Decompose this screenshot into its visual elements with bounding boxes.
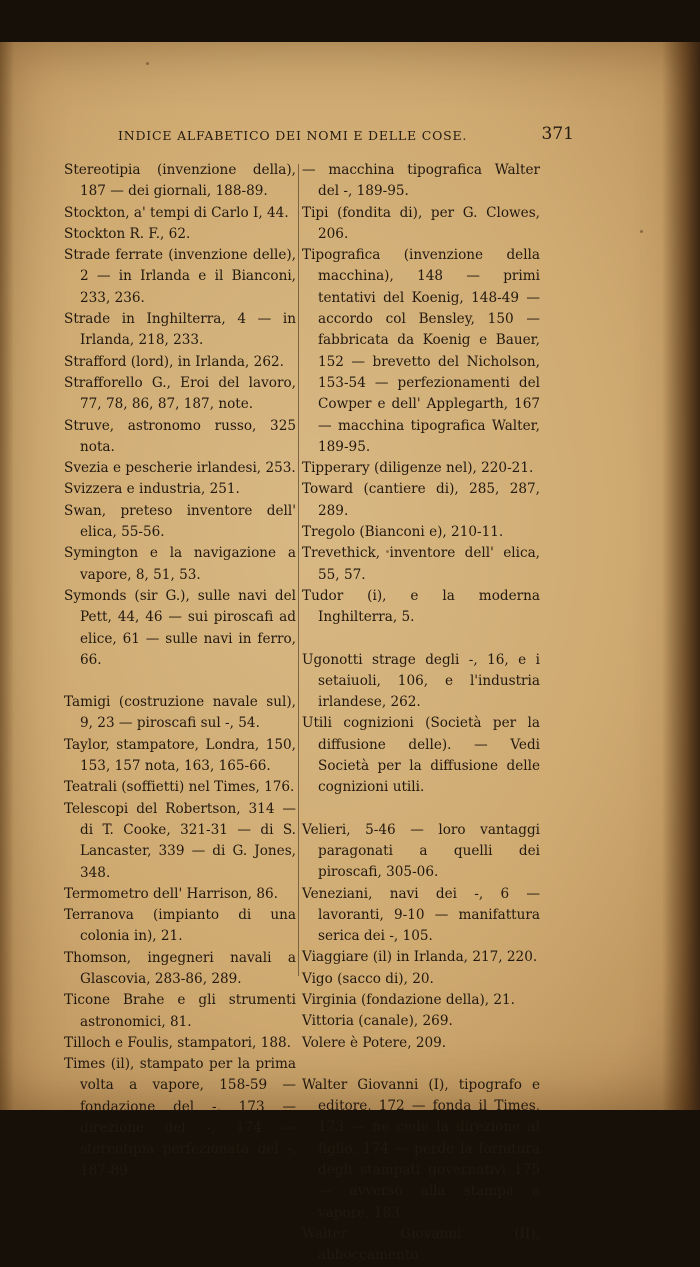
index-column-right <box>302 160 540 1267</box>
paper-spot <box>640 230 643 233</box>
index-entry: Struve, astronomo russo, 325 nota. <box>64 417 296 455</box>
running-head-title: INDICE ALFABETICO DEI NOMI E DELLE COSE. <box>118 128 468 143</box>
index-entry: Stockton R. F., 62. <box>64 225 191 242</box>
index-entry: Veneziani, navi dei -, 6 — lavoranti, 9-10 — manifattura serica dei -, 105. <box>302 885 540 945</box>
index-entry: Svizzera e industria, 251. <box>64 481 240 498</box>
index-entry: Strafforello G., Eroi del lavoro, 77, 78, 86, 87, 187, note. <box>64 374 296 413</box>
index-entry: Tipi (fondita di), per G. Clowes, 206. <box>302 204 540 242</box>
page-right-edge <box>662 42 700 1110</box>
index-entry: Tamigi (costruzione navale sul), 9, 23 — piroscafi sul -, 54. <box>64 694 296 732</box>
index-entry: Walter Giovanni (II), abboccamento <box>302 1225 540 1264</box>
index-column-left <box>64 160 296 1182</box>
index-entry: — macchina tipografica Walter del -, 189-95. <box>302 162 540 200</box>
index-entry: Teatrali (soffietti) nel Times, 176. <box>64 779 295 796</box>
index-entry: Strade ferrate (invenzione delle), 2 — in Irlanda e il Bianconi, 233, 236. <box>64 247 296 306</box>
column-divider <box>298 164 299 976</box>
index-entry: Thomson, ingegneri navali a Glascovia, 283-86, 289. <box>64 949 296 987</box>
index-entry: Swan, preteso inventore dell' elica, 55-56. <box>64 502 296 541</box>
page-left-shadow <box>0 42 14 1110</box>
index-entry: Vigo (sacco di), 20. <box>302 970 434 987</box>
index-entry: Telescopi del Robertson, 314 — di T. Cooke, 321-31 — di S. Lancaster, 339 — di G. Jones, 348. <box>64 800 296 881</box>
page-number: 371 <box>541 124 574 144</box>
index-entry: Strade in Inghilterra, 4 — in Irlanda, 218, 233. <box>64 311 296 349</box>
index-entry: Trevethick, inventore dell' elica, 55, 57. <box>302 545 540 583</box>
paper-spot <box>146 62 149 65</box>
index-entry: Viaggiare (il) in Irlanda, 217, 220. <box>302 949 538 966</box>
index-entry: Virginia (fondazione della), 21. <box>302 991 516 1008</box>
index-entry: Utili cognizioni (Società per la diffusione delle). — Vedi Società per la diffusione delle cognizioni utili. <box>302 715 540 796</box>
index-entry: Stockton, a' tempi di Carlo I, 44. <box>64 204 289 221</box>
index-entry: Taylor, stampatore, Londra, 150, 153, 157 nota, 163, 165-66. <box>64 736 296 775</box>
index-entry: Ugonotti strage degli -, 16, e i setaiuoli, 106, e l'industria irlandese, 262. <box>302 651 540 711</box>
index-entry: Volere è Potere, 209. <box>302 1034 447 1051</box>
index-entry: Walter Giovanni (I), tipografo e editore, 172 — fonda il Times, 173 — ne cede la direzione al figlio, 174 — perde la fornitura degli stampati governativi 175 — avverso alla stampa a vapore, 183. <box>302 1076 540 1221</box>
index-entry: Velieri, 5-46 — loro vantaggi paragonati a quelli dei piroscafi, 305-06. <box>302 821 540 881</box>
index-entry: Vittoria (canale), 269. <box>302 1013 453 1030</box>
index-entry: Toward (cantiere di), 285, 287, 289. <box>302 481 540 519</box>
index-entry: Symington e la navigazione a vapore, 8, 51, 53. <box>64 545 296 583</box>
index-entry: Tregolo (Bianconi e), 210-11. <box>302 524 504 541</box>
index-entry: Tipperary (diligenze nel), 220-21. <box>302 460 534 477</box>
index-entry: Tilloch e Foulis, stampatori, 188. <box>64 1034 291 1051</box>
index-entry: Termometro dell' Harrison, 86. <box>64 885 279 902</box>
index-entry: Symonds (sir G.), sulle navi del Pett, 44, 46 — sui piroscafi ad elice, 61 — sulle navi in ferro, 66. <box>64 587 296 668</box>
index-entry: Ticone Brahe e gli strumenti astronomici, 81. <box>64 992 296 1030</box>
index-entry: Terranova (impianto di una colonia in), 21. <box>64 907 296 945</box>
index-entry: Stereotipia (invenzione della), 187 — dei giornali, 188-89. <box>64 162 296 200</box>
index-entry: Tudor (i), e la moderna Inghilterra, 5. <box>302 587 540 626</box>
index-entry: Tipografica (invenzione della macchina), 148 — primi tentativi del Koenig, 148-49 — accordo col Bensley, 150 — fabbricata da Koenig e Bauer, 152 — brevetto del Nicholson, 153-54 — perfezionamenti del Cowper e dell' Applegarth, 167 — macchina tipografica Walter, 189-95. <box>302 247 540 455</box>
index-entry: Times (il), stampato per la prima volta a vapore, 158-59 — fondazione del -, 173 — direzione del -, 174 — stereotipia perfezionata del -, 187-89 <box>64 1056 296 1179</box>
index-entry: Strafford (lord), in Irlanda, 262. <box>64 353 284 370</box>
index-entry: Svezia e pescherie irlandesi, 253. <box>64 460 296 477</box>
